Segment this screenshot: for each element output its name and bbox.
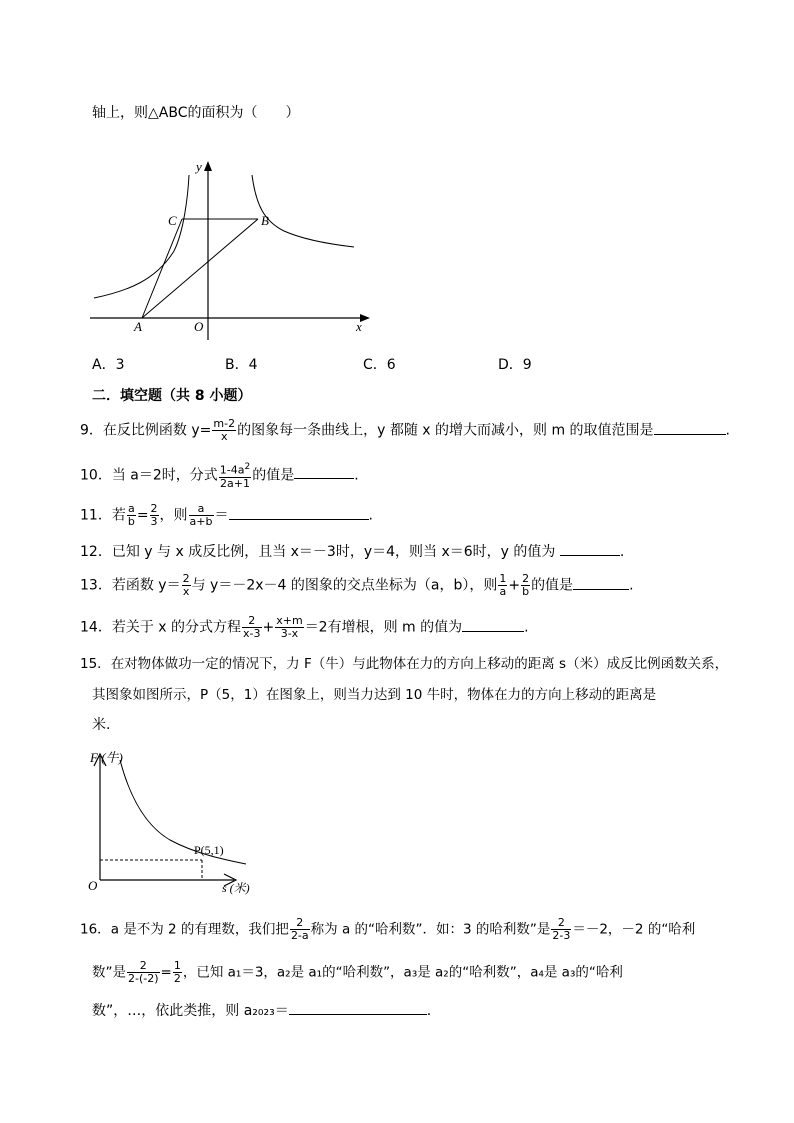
q13-f1-den: x: [182, 585, 190, 598]
q12-end: .: [619, 544, 625, 560]
q15-label-s: s (米): [222, 881, 250, 895]
q8-label-o: O: [194, 319, 204, 334]
q9-fraction: [212, 418, 236, 443]
q16-l1-f-num: 2: [290, 917, 310, 930]
q10-answer-blank[interactable]: [294, 464, 354, 479]
q16-line-3: [92, 1000, 431, 1020]
q11-f2-num: 2: [150, 502, 158, 515]
q12-answer-blank[interactable]: [560, 541, 620, 556]
q14-num: 14．: [80, 619, 112, 636]
q10-end: .: [354, 467, 359, 484]
q11-eq: =: [136, 507, 149, 524]
q11-post: ＝: [214, 507, 229, 524]
q16-l1-fraction-2: [551, 917, 571, 942]
q16-l1-f2-den: 2-3: [552, 929, 571, 942]
q9: [80, 418, 730, 443]
q8-label-c: C: [168, 213, 177, 228]
q13-post: 的值是: [531, 577, 574, 594]
q10-frac-sup: 2: [244, 462, 251, 472]
q15-label-o: O: [88, 878, 98, 893]
q12-num: 12．: [80, 544, 112, 560]
q15-line-3: 米.: [92, 717, 111, 733]
q9-post: 的图象每一条曲线上，y 都随 x 的增大而减小，则 m 的取值范围是: [237, 422, 654, 439]
q9-num: 9．: [80, 422, 103, 439]
section-title: 二．填空题（共 8 小题）: [92, 388, 252, 404]
q8-choice-b: B．4: [225, 357, 258, 373]
q11-f3-num: a: [189, 503, 214, 516]
q14: [80, 615, 529, 640]
q13-mid: 与 y＝－2x－4 的图象的交点坐标为（a，b），则: [191, 577, 498, 594]
q16-l2-fraction-1: [127, 960, 160, 985]
q13-num: 13．: [80, 577, 112, 594]
q13-f2-num: 1: [499, 572, 507, 585]
q13-plus: +: [508, 577, 521, 594]
q11-num: 11．: [80, 507, 112, 524]
q10: [80, 461, 359, 490]
q16-l2-f2-den: 2: [173, 972, 181, 985]
q15-line-1: [80, 655, 728, 673]
q8-y-arrow: [204, 161, 212, 171]
q14-fraction-2: [275, 615, 303, 640]
q16-l2-f-num: 2: [127, 960, 160, 973]
q16-num: 16．: [80, 921, 111, 938]
q8-label-y: y: [196, 159, 202, 174]
q10-fraction: [219, 461, 251, 490]
q13-pre: 若函数 y＝: [111, 577, 181, 594]
q8-choice-c: C．6: [363, 357, 396, 373]
q16-l3-end: .: [426, 1003, 432, 1019]
q15-num: 15．: [80, 656, 111, 672]
q16-l1-fraction-1: [290, 917, 310, 942]
q9-frac-num: m-2: [213, 417, 236, 430]
q15-curve: [120, 760, 246, 864]
q16-l1-pre: a 是不为 2 的有理数，我们把: [110, 921, 289, 938]
q8-right-curve: [252, 175, 354, 247]
q11: [80, 503, 373, 528]
q16-l1-mid: 称为 a 的“哈利数”．如：3 的哈利数”是: [310, 921, 551, 938]
q8-graph: [88, 155, 378, 340]
q14-f1-den: x-3: [243, 627, 261, 640]
q14-plus: +: [262, 619, 275, 636]
q8-segment-ac: [142, 219, 182, 318]
q14-post: ＝2有增根，则 m 的值为: [304, 619, 463, 636]
q10-frac-den: 2a+1: [220, 476, 250, 490]
q13-f3-num: 2: [522, 572, 530, 585]
q13-fraction-1: [182, 573, 191, 598]
q15-line1-text: 在对物体做功一定的情况下，力 F（牛）与此物体在力的方向上移动的距离 s（米）成反比例函数关系，: [110, 656, 729, 672]
q15-label-f: F (牛): [90, 750, 123, 765]
q11-f2-den: 3: [150, 515, 158, 528]
q11-answer-blank[interactable]: [229, 505, 369, 520]
q13-f1-num: 2: [182, 572, 190, 585]
q16-l2-fraction-2: [173, 960, 182, 985]
q8-choice-d: D．9: [498, 357, 532, 373]
q16-l1-f-den: 2-a: [290, 929, 309, 942]
q8-label-a: A: [134, 319, 142, 334]
q16-l1-post: ＝－2，－2 的“哈利: [572, 921, 696, 938]
q14-f2-den: 3-x: [280, 627, 299, 640]
q14-answer-blank[interactable]: [462, 617, 524, 632]
q15-graph: [86, 748, 266, 898]
q16-l2-post: ，已知 a₁＝3，a₂是 a₁的“哈利数”，a₃是 a₂的“哈利数”，a₄是 a₃的“哈利: [182, 964, 623, 981]
q13-f2-den: a: [499, 585, 507, 598]
q11-f1-den: b: [127, 515, 135, 528]
q11-f1-num: a: [127, 502, 135, 515]
q16-l1-f2-num: 2: [551, 917, 571, 930]
q11-mid: ，则: [159, 507, 188, 524]
q14-end: .: [524, 619, 529, 636]
q10-pre: 当 a＝2时，分式: [111, 467, 218, 484]
q14-pre: 若关于 x 的分式方程: [111, 619, 242, 636]
q13-f3-den: b: [522, 585, 530, 598]
q16-line-2: [92, 960, 623, 985]
q9-frac-den: x: [220, 430, 228, 443]
q16-answer-blank[interactable]: [289, 1000, 427, 1015]
q16-line-1: [80, 917, 695, 942]
q9-answer-blank[interactable]: [654, 420, 726, 435]
q9-end: .: [725, 422, 730, 439]
q14-f2-num: x+m: [276, 614, 303, 627]
q14-fraction-1: [242, 615, 261, 640]
q10-post: 的值是: [252, 467, 295, 484]
q10-frac-num: 1-4a: [219, 463, 245, 477]
q13-end: .: [629, 577, 634, 594]
q9-pre: 在反比例函数 y=: [102, 422, 212, 439]
q13-fraction-2: [498, 573, 507, 598]
q11-fraction-3: [189, 503, 214, 528]
q12-text: 已知 y 与 x 成反比例，且当 x＝－3时，y＝4，则当 x＝6时，y 的值为: [111, 544, 556, 560]
q13-fraction-3: [521, 573, 530, 598]
q15-line-2: 其图象如图所示，P（5，1）在图象上，则当力达到 10 牛时，物体在力的方向上移动的距离是: [92, 687, 657, 703]
q11-f3-den: a+b: [189, 515, 213, 528]
q14-f1-num: 2: [242, 615, 261, 628]
q16-l2-f-den: 2-(-2): [128, 972, 159, 985]
q11-pre: 若: [111, 507, 126, 524]
q11-fraction-2: [150, 503, 159, 528]
q8-label-x: x: [356, 319, 362, 334]
q16-l2-pre: 数”是: [92, 964, 126, 981]
q8-choice-a: A．3: [92, 357, 125, 373]
q13: [80, 573, 634, 598]
q13-answer-blank[interactable]: [573, 575, 629, 590]
q16-l2-eq: =: [160, 964, 172, 981]
q10-num: 10．: [80, 467, 112, 484]
q11-fraction-1: [127, 503, 136, 528]
q16-l2-f2-num: 1: [173, 959, 181, 972]
q8-tail-text: 轴上，则△ABC的面积为（ ）: [92, 105, 300, 121]
q11-end: .: [368, 507, 373, 524]
q12: [80, 541, 624, 561]
q8-label-b: B: [261, 213, 269, 228]
q15-label-p: P(5,1): [194, 843, 224, 857]
q16-l3-pre: 数”，…，依此类推，则 a₂₀₂₃＝: [92, 1003, 289, 1019]
